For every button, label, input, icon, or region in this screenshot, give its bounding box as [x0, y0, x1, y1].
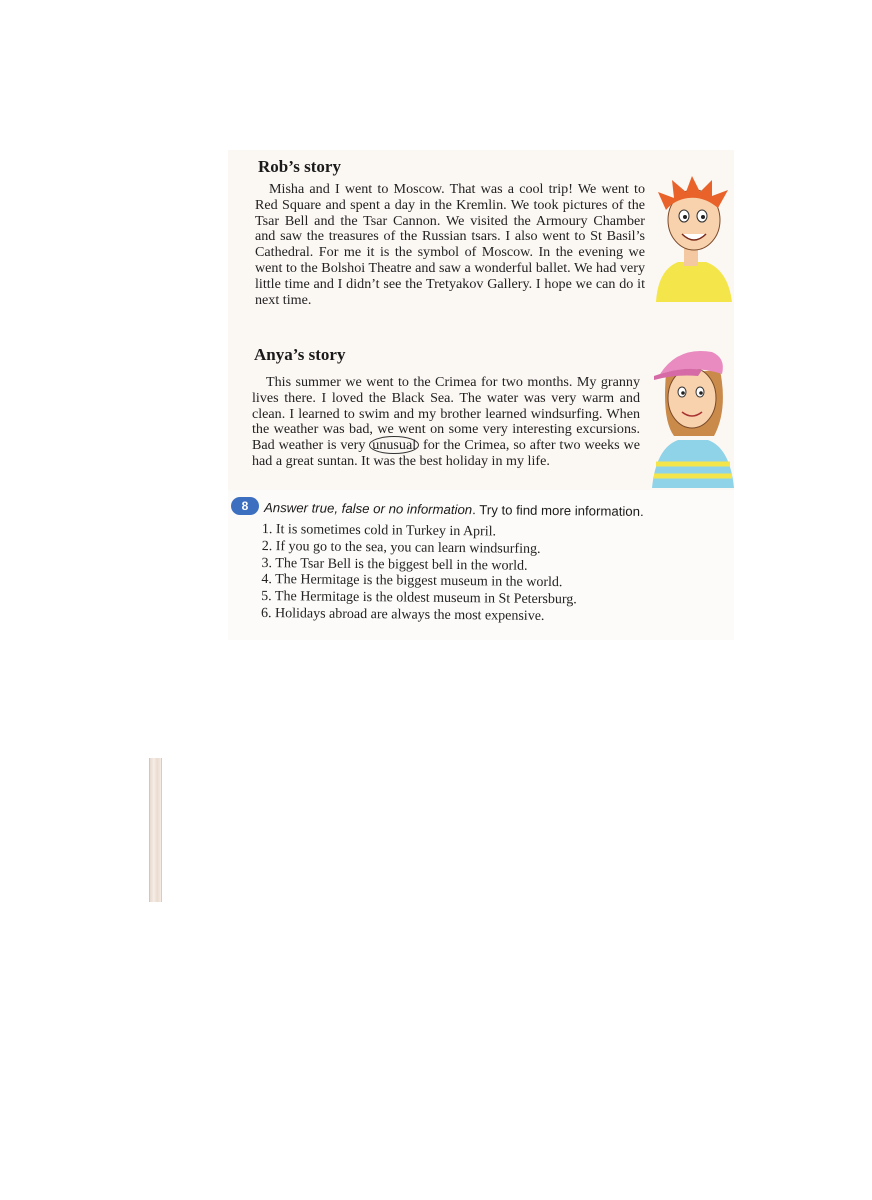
- question-item: 5. The Hermitage is the oldest museum in St Petersburg.: [261, 589, 577, 608]
- question-item: 2. If you go to the sea, you can learn windsurfing.: [261, 538, 541, 557]
- anya-story-title: Anya’s story: [254, 345, 346, 364]
- page-edge-strip: [149, 758, 162, 902]
- rob-story-title: Rob’s story: [258, 157, 341, 176]
- question-item: 4. The Hermitage is the biggest museum in the world.: [261, 572, 563, 591]
- question-item: 6. Holidays abroad are always the most expensive.: [260, 605, 545, 624]
- instruction-part-or: or: [369, 501, 389, 517]
- anya-girl-illustration: [648, 340, 734, 490]
- anya-face: [668, 368, 716, 428]
- anya-pupil-right: [699, 391, 703, 395]
- question-item: 1. It is sometimes cold in Turkey in April.: [261, 522, 497, 540]
- instruction-part-answer: Answer: [263, 500, 312, 516]
- instruction-part-rest: . Try to find more information.: [472, 502, 644, 519]
- question-item: 3. The Tsar Bell is the biggest bell in the world.: [261, 555, 528, 574]
- rob-boy-illustration: [648, 174, 734, 304]
- rob-shirt: [656, 262, 732, 302]
- rob-pupil-right: [701, 215, 705, 219]
- anya-text-after: for the Crimea, so after two weeks we had a great suntan. It was the best holiday in my life.: [252, 437, 640, 469]
- instruction-part-no-information: no information: [388, 501, 473, 518]
- rob-story-text: Misha and I went to Moscow. That was a cool trip! We went to Red Square and spent a day in the Kremlin. We took pictures of the Tsar Bell and the Tsar Cannon. We visited the Armoury Chamber and saw the treasures of the Russian tsars. I also went to St Basil’s Cathedral. For me it is the symbol of Moscow. In the evening we went to the Bolshoi Theatre and saw a wonderful ballet. We had very little time and I didn’t see the Tretyakov Gallery. I hope we can do it next time.: [255, 181, 645, 308]
- instruction-part-false: false: [341, 500, 370, 517]
- rob-pupil-left: [683, 215, 687, 219]
- question-list: [261, 522, 578, 626]
- circled-word: unusual: [369, 436, 419, 454]
- anya-pupil-left: [681, 391, 685, 395]
- task-number-badge: 8: [231, 497, 259, 515]
- anya-story-text: [252, 375, 640, 470]
- instruction-part-true: true: [311, 500, 335, 516]
- anya-text-before: This summer we went to the Crimea for two months. My granny lives there. I loved the Black Sea. The water was very warm and clean. I learned to swim and my brother learned windsurfing. When the weather was bad, we went on some very interesting excursions. Bad weather is very: [252, 374, 640, 454]
- instruction-part-comma: ,: [334, 500, 342, 516]
